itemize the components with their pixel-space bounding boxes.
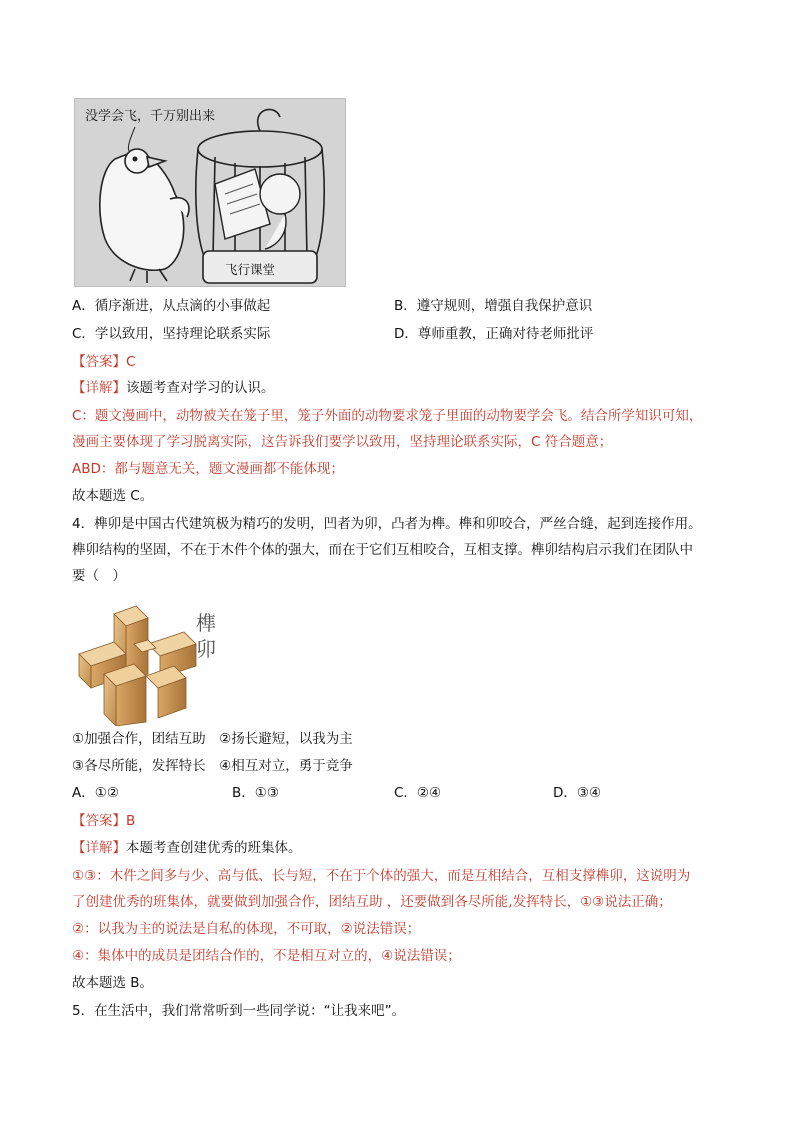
q3-option-d: D．尊师重教，正确对待老师批评 bbox=[394, 326, 594, 342]
q3-option-c: C．学以致用，坚持理论联系实际 bbox=[72, 326, 271, 342]
cartoon-drawing bbox=[75, 99, 345, 286]
detail-intro: 本题考查创建优秀的班集体。 bbox=[126, 840, 302, 856]
q3-answer bbox=[72, 352, 135, 372]
puzzle-title-char: 榫 bbox=[196, 611, 216, 635]
q4-choice-d: D．③④ bbox=[553, 785, 602, 801]
q4-choice-b: B．①③ bbox=[232, 785, 279, 801]
q4-conclusion: 故本题选 B。 bbox=[72, 975, 154, 991]
q4-statements: ③各尽所能，发挥特长 ④相互对立，勇于竞争 bbox=[72, 758, 353, 774]
q3-analysis-line: C：题文漫画中，动物被关在笼子里，笼子外面的动物要求笼子里面的动物要学会飞。结合所学知识可知， bbox=[72, 408, 703, 424]
answer-tag: 【答案】 bbox=[72, 813, 126, 829]
q3-analysis-line: 漫画主要体现了学习脱离实际，这告诉我们要学以致用，坚持理论联系实际，C 符合题意； bbox=[72, 434, 613, 450]
q4-stem: 要（ ） bbox=[72, 568, 126, 584]
cartoon-image bbox=[74, 98, 346, 287]
q3-analysis-line: ABD：都与题意无关，题文漫画都不能体现； bbox=[72, 461, 344, 477]
q3-detail bbox=[72, 378, 275, 398]
q3-conclusion: 故本题选 C。 bbox=[72, 488, 154, 504]
puzzle-title-char: 卯 bbox=[196, 637, 216, 661]
q3-option-a: A．循序渐进，从点滴的小事做起 bbox=[72, 298, 271, 314]
answer-value: C bbox=[126, 354, 136, 370]
q4-choice-c: C．②④ bbox=[394, 785, 442, 801]
answer-tag: 【答案】 bbox=[72, 354, 126, 370]
q4-answer bbox=[72, 811, 135, 831]
q4-choice-a: A．①② bbox=[72, 785, 119, 801]
detail-intro: 该题考查对学习的认识。 bbox=[126, 380, 275, 396]
q4-analysis-line: ②：以我为主的说法是自私的体现，不可取，②说法错误； bbox=[72, 921, 421, 937]
cage-label: 飞行课堂 bbox=[225, 262, 276, 277]
detail-tag: 【详解】 bbox=[72, 380, 126, 396]
q3-option-b: B．遵守规则，增强自我保护意识 bbox=[394, 298, 593, 314]
q4-statements: ①加强合作，团结互助 ②扬长避短，以我为主 bbox=[72, 731, 353, 747]
q4-analysis-line: 了创建优秀的班集体，就要做到加强合作，团结互助 ，还要做到各尽所能,发挥特长，①③说法正确； bbox=[72, 894, 672, 910]
q4-detail bbox=[72, 838, 302, 858]
q4-stem: 榫卯结构的坚固，不在于木件个体的强大，而在于它们互相咬合，互相支撑。榫卯结构启示我们在团队中 bbox=[72, 542, 693, 558]
puzzle-title bbox=[196, 610, 216, 662]
q4-analysis-line: ④：集体中的成员是团结合作的，不是相互对立的，④说法错误； bbox=[72, 948, 461, 964]
q4-stem: 4．榫卯是中国古代建筑极为精巧的发明，凹者为卯，凸者为榫。榫和卯咬合，严丝合缝，起到连接作用。 bbox=[72, 516, 702, 532]
q4-analysis-line: ①③：木件之间多与少、高与低、长与短，不在于个体的强大，而是互相结合，互相支撑榫卯，这说明为 bbox=[72, 868, 691, 884]
detail-tag: 【详解】 bbox=[72, 840, 126, 856]
answer-value: B bbox=[126, 813, 136, 829]
q5-stem: 5．在生活中，我们常常听到一些同学说：“让我来吧”。 bbox=[72, 1003, 406, 1019]
cartoon-caption: 没学会飞，千万别出来 bbox=[85, 109, 216, 124]
